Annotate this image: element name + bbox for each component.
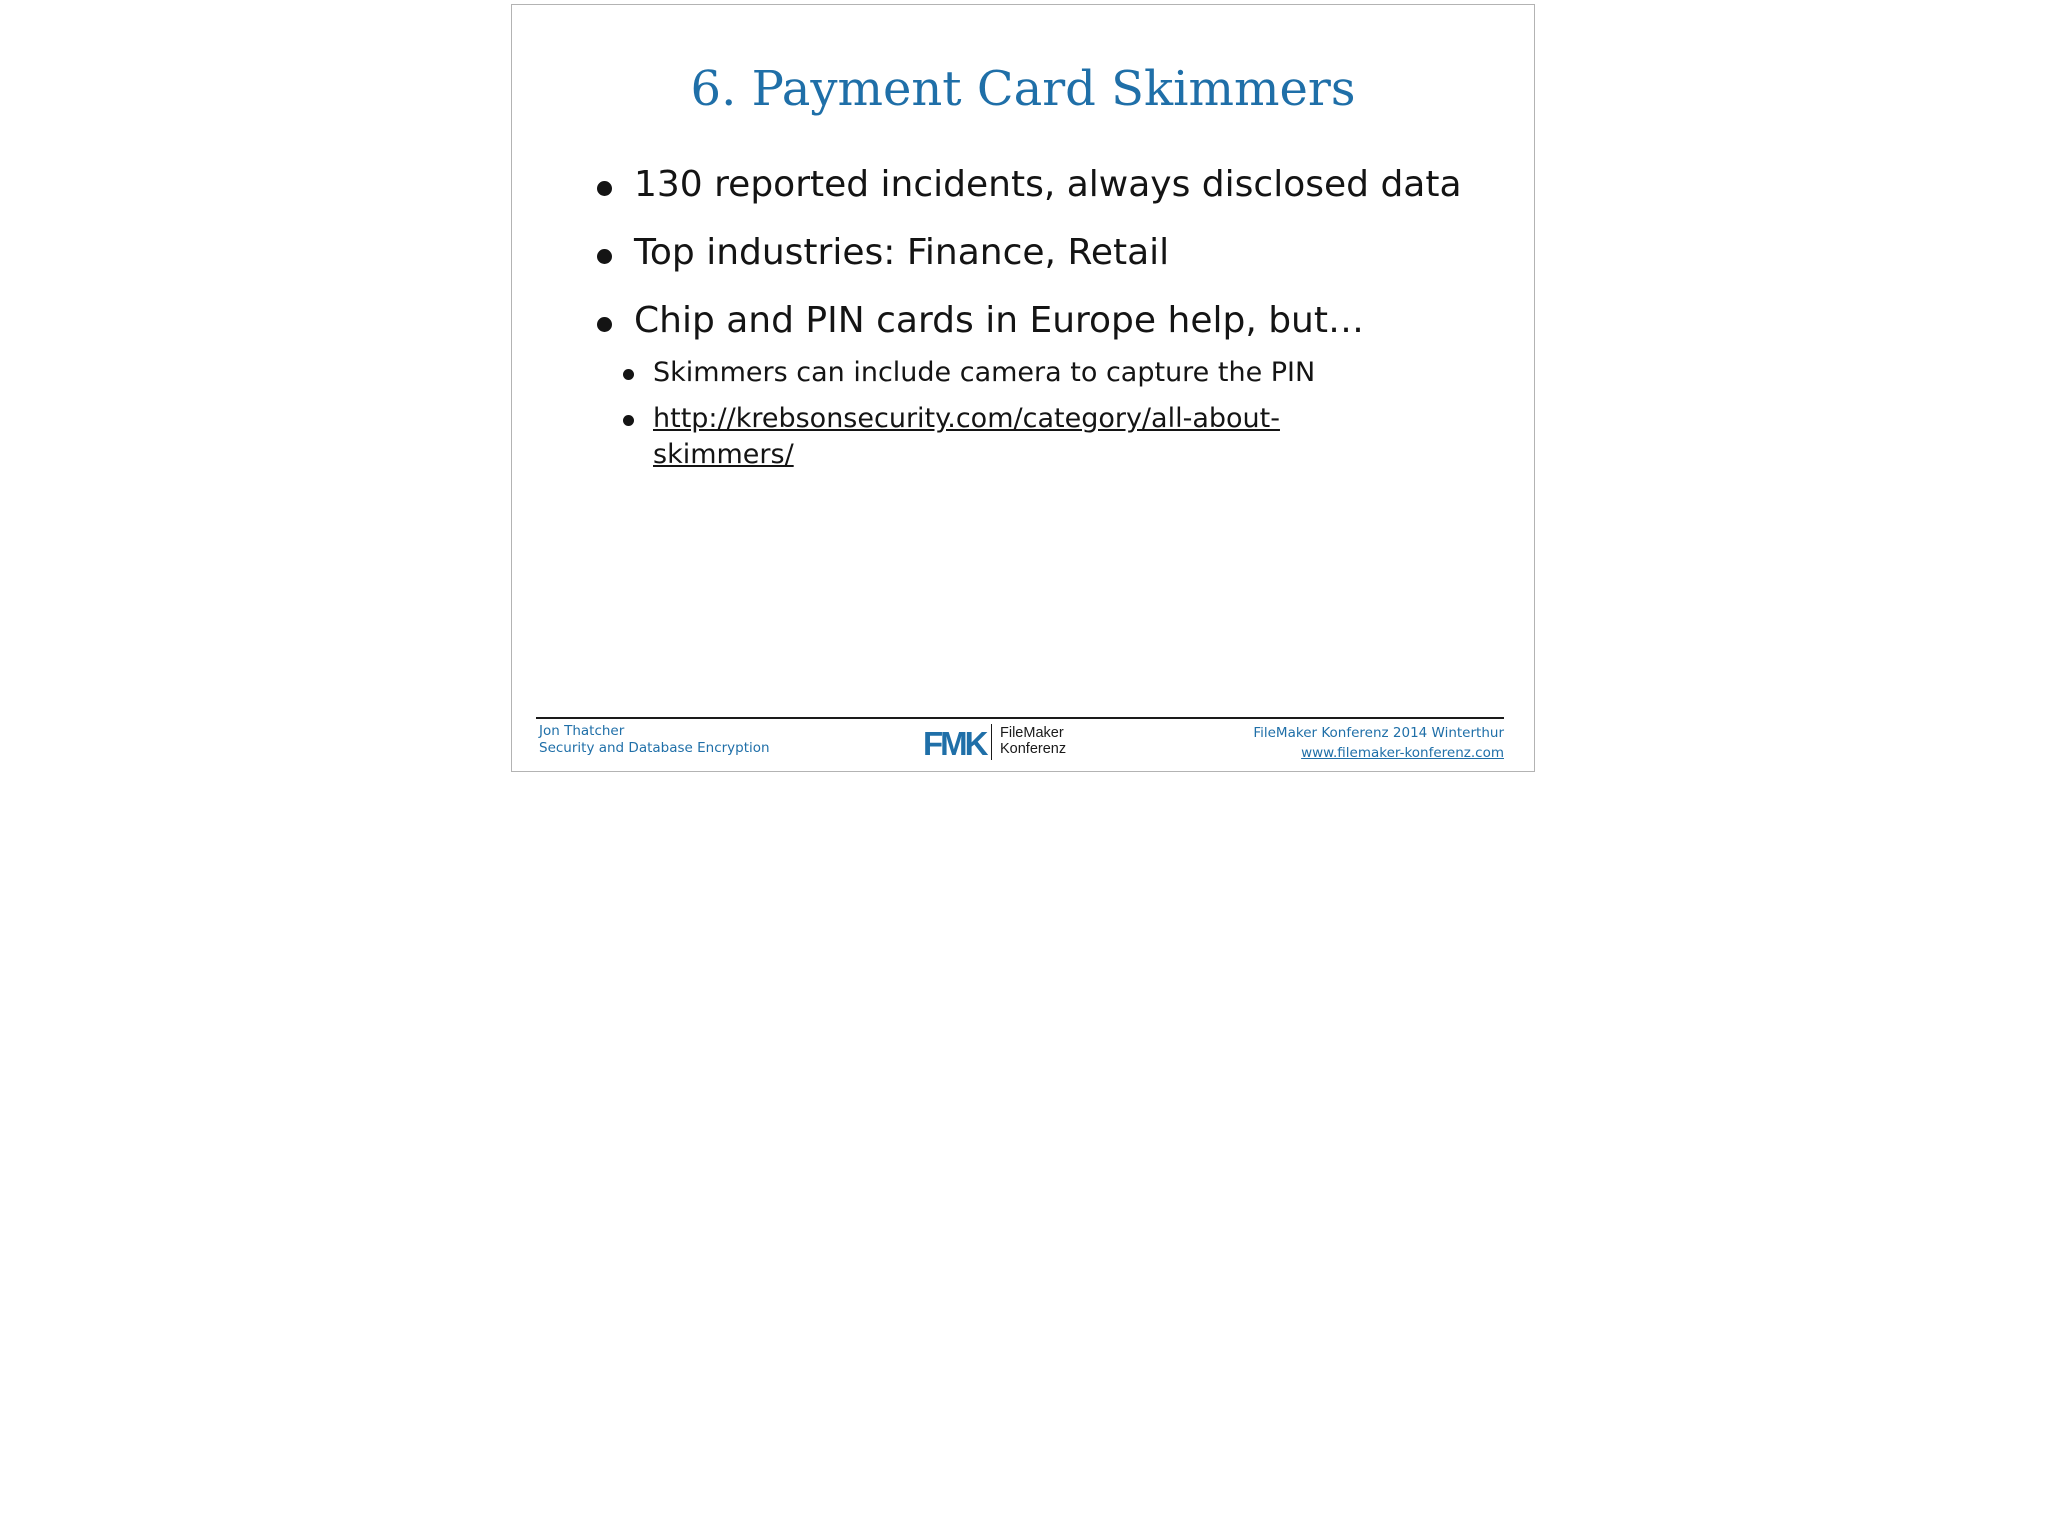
bullet-item	[597, 231, 1477, 275]
fmk-logo	[923, 720, 1073, 762]
logo-divider	[991, 724, 992, 760]
logo-line-1: FileMaker	[1000, 725, 1064, 741]
bullet-dot-icon	[597, 249, 612, 264]
footer-left	[539, 723, 770, 757]
bullet-text: 130 reported incidents, always disclosed data	[634, 164, 1462, 205]
sub-bullet-list	[623, 355, 1383, 483]
fmk-logo-mark: FMK	[923, 725, 986, 762]
sub-bullet-dot-icon	[623, 369, 634, 380]
footer-website-link[interactable]: www.filemaker-konferenz.com	[1301, 745, 1504, 761]
bullet-list	[597, 163, 1477, 367]
krebs-link[interactable]: http://krebsonsecurity.com/category/all-about-skimmers/	[653, 403, 1280, 470]
footer-event: FileMaker Konferenz 2014 Winterthur	[1253, 725, 1504, 741]
footer-talk-title: Security and Database Encryption	[539, 740, 770, 756]
bullet-item	[597, 299, 1477, 343]
footer-author: Jon Thatcher	[539, 723, 625, 739]
sub-bullet-text: Skimmers can include camera to capture the PIN	[653, 357, 1316, 388]
logo-text	[1000, 725, 1066, 757]
bullet-item	[597, 163, 1477, 207]
logo-line-2: Konferenz	[1000, 741, 1067, 757]
bullet-text: Top industries: Finance, Retail	[634, 232, 1170, 273]
footer-divider	[536, 717, 1504, 719]
sub-bullet-item	[623, 401, 1383, 473]
sub-bullet-dot-icon	[623, 415, 634, 426]
bullet-dot-icon	[597, 181, 612, 196]
slide-title: 6. Payment Card Skimmers	[690, 61, 1356, 117]
footer-right	[1253, 723, 1504, 763]
sub-bullet-item	[623, 355, 1383, 391]
bullet-dot-icon	[597, 317, 612, 332]
slide	[511, 4, 1535, 772]
bullet-text: Chip and PIN cards in Europe help, but…	[634, 300, 1364, 341]
